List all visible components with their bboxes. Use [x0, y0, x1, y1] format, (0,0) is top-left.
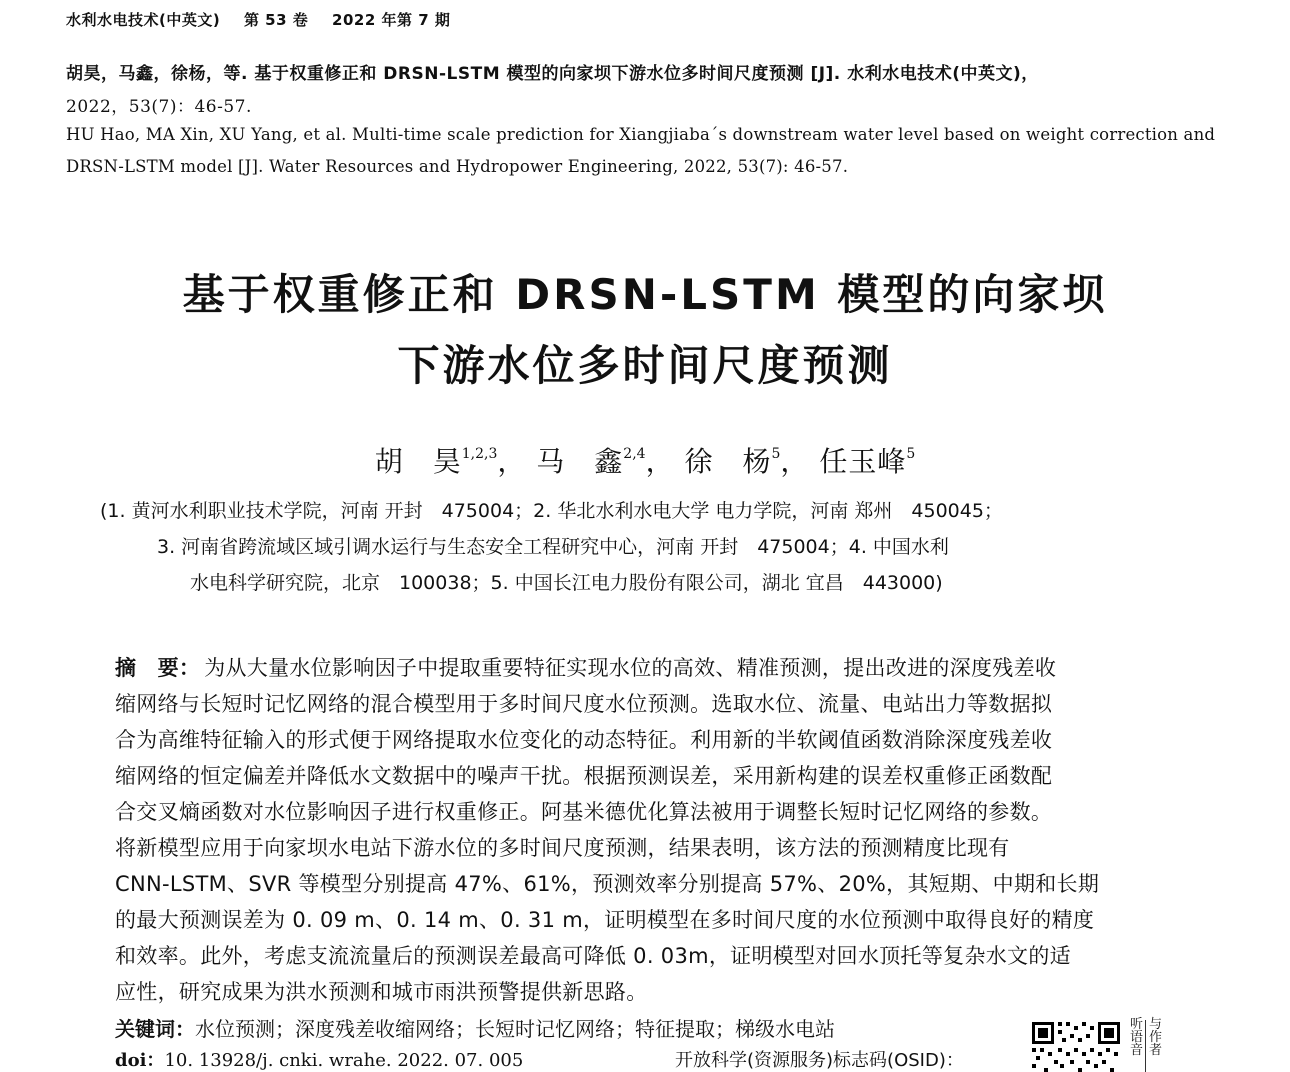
- doi-label: doi：: [115, 1050, 165, 1071]
- abstract-line: 将新模型应用于向家坝水电站下游水位的多时间尺度预测，结果表明，该方法的预测精度比现有: [115, 836, 1010, 860]
- osid-label: 开放科学(资源服务)标志码(OSID)：: [675, 1050, 964, 1071]
- journal-name: 水利水电技术(中英文): [66, 11, 221, 29]
- doi-value[interactable]: 10. 13928/j. cnki. wrahe. 2022. 07. 005: [164, 1050, 524, 1071]
- abstract-line: 缩网络与长短时记忆网络的混合模型用于多时间尺度水位预测。选取水位、流量、电站出力等数据拟: [115, 692, 1053, 716]
- author-list: [0, 440, 1290, 480]
- affiliation-line-3: 水电科学研究院，北京 100038；5. 中国长江电力股份有限公司，湖北 宜昌 443000): [190, 572, 943, 594]
- journal-header: [66, 9, 450, 30]
- qr-code-icon[interactable]: [1030, 1020, 1122, 1072]
- divider: [1145, 1020, 1146, 1072]
- paper-title-line-2: 下游水位多时间尺度预测: [397, 341, 893, 390]
- affiliation-line-2: 3. 河南省跨流域区域引调水运行与生态安全工程研究中心，河南 开封 475004；4. 中国水利: [157, 536, 949, 558]
- abstract-line: 摘 要： 为从大量水位影响因子中提取重要特征实现水位的高效、精准预测，提出改进的深度残差收: [115, 656, 1057, 680]
- affiliation-line-1: (1. 黄河水利职业技术学院，河南 开封 475004；2. 华北水利水电大学 电力学院，河南 郑州 450045；: [100, 500, 1003, 522]
- citation-cn-line-2: 2022，53(7)：46-57.: [66, 97, 252, 117]
- abstract-label: 摘 要：: [115, 656, 201, 680]
- abstract-line: 缩网络的恒定偏差并降低水文数据中的噪声干扰。根据预测误差，采用新构建的误差权重修正函数配: [115, 764, 1053, 788]
- author: 任玉峰$^5$: [819, 445, 916, 478]
- citation-en-line-2: DRSN-LSTM model [J]. Water Resources and Hydropower Engineering, 2022, 53(7): 46-57.: [66, 157, 849, 176]
- keywords: [115, 1013, 835, 1042]
- citation-cn-line-1: 胡昊，马鑫，徐杨，等. 基于权重修正和 DRSN-LSTM 模型的向家坝下游水位多时间尺度预测 [J]. 水利水电技术(中英文)，: [66, 64, 1039, 84]
- author: 胡 昊$^{1,2,3}$，: [374, 445, 527, 478]
- abstract-line: 的最大预测误差为 0. 09 m、0. 14 m、0. 31 m，证明模型在多时间尺度的水位预测中取得良好的精度: [115, 908, 1095, 932]
- with-author-label[interactable]: 与作者: [1149, 1017, 1163, 1058]
- abstract-line: 和效率。此外，考虑支流流量后的预测误差最高可降低 0. 03m，证明模型对回水顶托等复杂水文的适: [115, 944, 1071, 968]
- abstract-line: 应性，研究成果为洪水预测和城市雨洪预警提供新思路。: [115, 980, 648, 1004]
- paper-title-line-1: 基于权重修正和 DRSN-LSTM 模型的向家坝: [182, 270, 1108, 319]
- author: 徐 杨$^5$，: [684, 445, 810, 478]
- author: 马 鑫$^{2,4}$，: [536, 445, 675, 478]
- keywords-text: 水位预测；深度残差收缩网络；长短时记忆网络；特征提取；梯级水电站: [195, 1017, 835, 1041]
- side-vertical-labels: [1128, 1018, 1164, 1072]
- citation-en-line-1: HU Hao, MA Xin, XU Yang, et al. Multi-time scale prediction for Xiangjiaba´s downstream water level based on weight correction and: [66, 125, 1216, 144]
- abstract-line: CNN-LSTM、SVR 等模型分别提高 47%、61%，预测效率分别提高 57%、20%，其短期、中期和长期: [115, 872, 1100, 896]
- abstract-line: 合交叉熵函数对水位影响因子进行权重修正。阿基米德优化算法被用于调整长短时记忆网络的参数。: [115, 800, 1053, 824]
- doi[interactable]: [115, 1046, 523, 1072]
- journal-issue: 2022 年第 7 期: [332, 11, 451, 29]
- keywords-label: 关键词：: [115, 1017, 195, 1041]
- journal-volume: 第 53 卷: [243, 11, 309, 29]
- listen-audio-label[interactable]: 听语音: [1130, 1017, 1144, 1058]
- abstract-line: 合为高维特征输入的形式便于网络提取水位变化的动态特征。利用新的半软阈值函数消除深度残差收: [115, 728, 1053, 752]
